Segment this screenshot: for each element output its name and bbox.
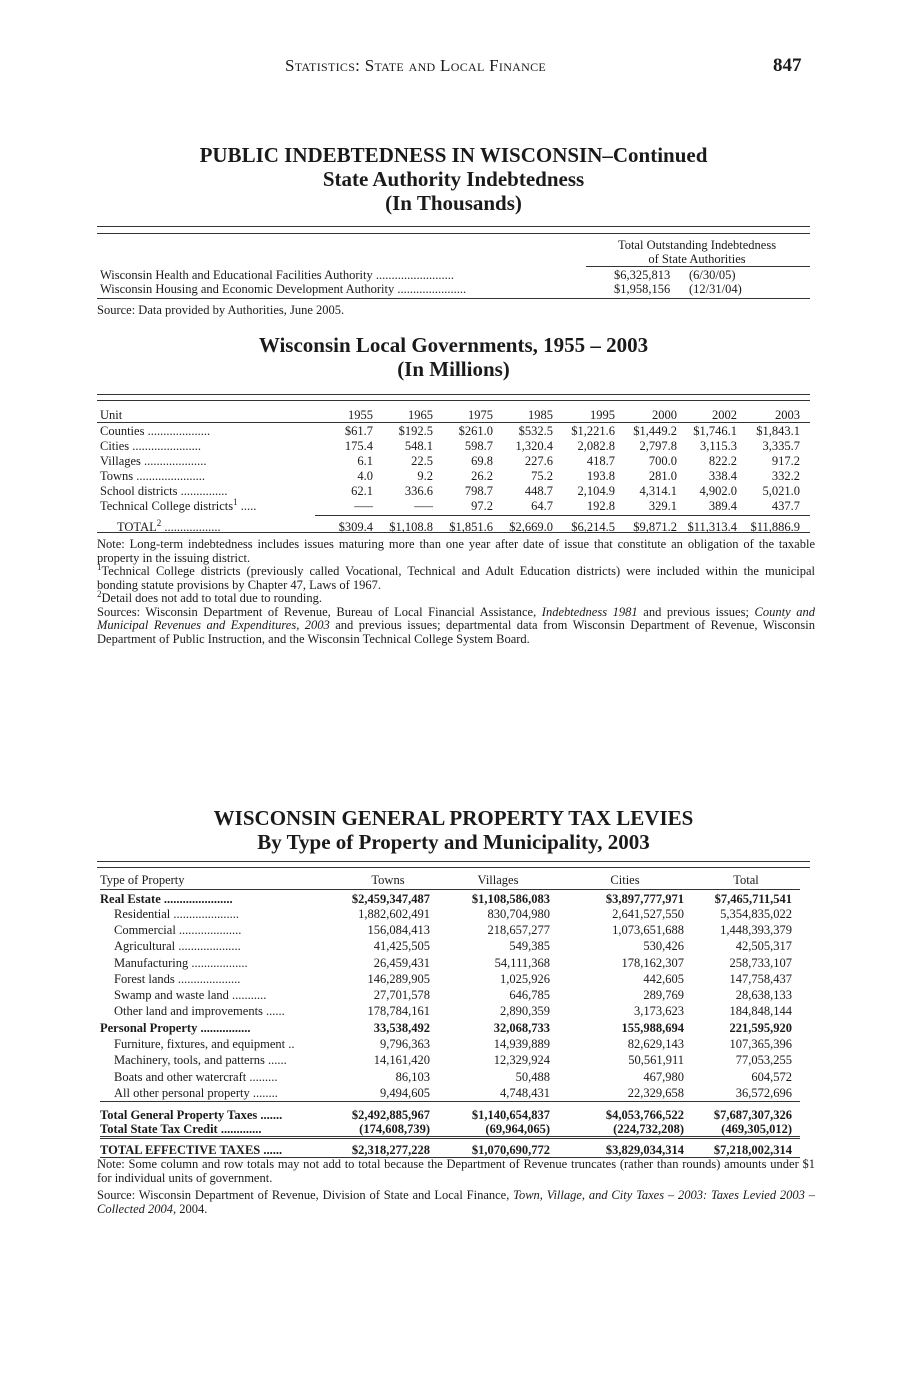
table-row	[100, 889, 800, 906]
column-header: 1985	[528, 407, 553, 422]
table-cell: 2,104.9	[577, 483, 615, 498]
table-cell: $261.0	[458, 423, 493, 438]
table-cell: $1,070,690,772	[471, 1143, 550, 1158]
table-cell: 1,320.4	[515, 438, 553, 453]
table-row	[100, 954, 800, 970]
row-label: Personal Property ................	[100, 1020, 251, 1035]
column-header: 2002	[712, 407, 737, 422]
row-label: Towns ......................	[100, 468, 206, 483]
table-cell: 448.7	[524, 483, 553, 498]
table-cell: 4,902.0	[699, 483, 737, 498]
rule	[315, 515, 810, 516]
column-header: 1955	[348, 407, 373, 422]
table-cell: $192.5	[398, 423, 433, 438]
authority-table	[100, 268, 810, 296]
table-cell: 3,115.3	[699, 438, 737, 453]
column-header: Towns	[371, 873, 405, 888]
section2-notes	[97, 538, 815, 646]
table-cell: 258,733,107	[729, 955, 792, 970]
row-label: Villages ....................	[100, 453, 207, 468]
table-cell: 530,426	[643, 939, 684, 954]
source: Source: Wisconsin Department of Revenue, Division of State and Local Finance, Town, Village, and City Taxes – 2003: Taxes Levied 2003 – Collected 2004, 2004.	[97, 1188, 815, 1216]
row-label: Commercial ....................	[114, 922, 242, 937]
table-cell: 178,784,161	[367, 1004, 430, 1019]
table-cell: 646,785	[509, 988, 550, 1003]
table-cell: 336.6	[404, 483, 433, 498]
row-label: Real Estate ......................	[100, 891, 233, 906]
table-cell: 389.4	[708, 498, 737, 513]
table-cell: 26.2	[471, 468, 493, 483]
table-cell: 227.6	[524, 453, 553, 468]
table-cell: $1,746.1	[693, 423, 737, 438]
table-cell: 830,704,980	[487, 906, 550, 921]
table-cell: 418.7	[586, 453, 615, 468]
table-cell: 86,103	[395, 1069, 430, 1084]
table-cell: $7,218,002,314	[713, 1143, 792, 1158]
table-cell: 332.2	[771, 468, 800, 483]
table-cell: 1,073,651,688	[612, 922, 684, 937]
row-label: Technical College districts$^1$ .....	[100, 498, 257, 513]
table-row	[100, 423, 800, 438]
section1-title: PUBLIC INDEBTEDNESS IN WISCONSIN–Continued	[199, 143, 708, 167]
table-cell: 107,365,396	[729, 1037, 792, 1052]
subtotal-row	[100, 1122, 800, 1138]
section1-unit-note: (In Thousands)	[385, 191, 522, 215]
table-cell: $1,449.2	[633, 423, 677, 438]
table-cell: 2,890,359	[500, 1004, 550, 1019]
table-cell: 42,505,317	[735, 939, 792, 954]
row-label: Forest lands ....................	[114, 971, 241, 986]
table-cell: 26,459,431	[373, 955, 430, 970]
tax-levies-table	[100, 872, 800, 1158]
table-cell: 28,638,133	[735, 988, 792, 1003]
table-cell: 146,289,905	[367, 971, 430, 986]
table-cell: $1,843.1	[756, 423, 800, 438]
section2-title: Wisconsin Local Governments, 1955 – 2003	[258, 333, 649, 357]
table-cell: 64.7	[531, 498, 553, 513]
table-row	[100, 1036, 800, 1052]
section3-notes	[97, 1158, 815, 1216]
running-title: Statistics: State and Local Finance	[285, 56, 547, 75]
table-cell: 54,111,368	[494, 955, 550, 970]
column-header: 1995	[590, 407, 615, 422]
row-label: Counties ....................	[100, 423, 211, 438]
tax-levies-table-grid	[100, 872, 800, 1158]
table-cell: 156,084,413	[367, 922, 430, 937]
row-label: Machinery, tools, and patterns ......	[114, 1053, 287, 1068]
table-row	[100, 453, 800, 468]
table-cell: (224,732,208)	[613, 1121, 684, 1136]
table-cell: 3,335.7	[762, 438, 800, 453]
table-cell: 50,488	[515, 1069, 550, 1084]
column-header: 2003	[775, 407, 800, 422]
table-cell: 4,748,431	[500, 1085, 550, 1100]
rule	[97, 861, 810, 862]
table-row	[100, 483, 800, 498]
table-cell: 822.2	[708, 453, 737, 468]
table-cell: 549,385	[509, 939, 550, 954]
table-cell: 221,595,920	[729, 1020, 792, 1035]
table-cell: $3,829,034,314	[605, 1143, 684, 1158]
table-cell: 218,657,277	[487, 922, 550, 937]
table-cell: $1,851.6	[449, 520, 493, 534]
rule	[97, 400, 810, 401]
column-header: 2000	[652, 407, 677, 422]
rule	[97, 233, 810, 234]
table-cell: $3,897,777,971	[605, 891, 684, 906]
table-cell: 2,641,527,550	[612, 906, 684, 921]
row-label: School districts ...............	[100, 483, 228, 498]
table-cell: 289,769	[643, 988, 684, 1003]
table-cell: –––	[414, 498, 433, 513]
table-cell: 14,939,889	[493, 1037, 550, 1052]
table-cell: 27,701,578	[373, 988, 430, 1003]
table-cell: $1,108,586,083	[471, 891, 550, 906]
row-label: Cities ......................	[100, 438, 202, 453]
table-cell: 82,629,143	[627, 1037, 684, 1052]
row-label: Manufacturing ..................	[114, 955, 248, 970]
table-cell: 598.7	[464, 438, 493, 453]
authority-row	[100, 282, 810, 296]
column-header: 1965	[408, 407, 433, 422]
table-cell: $1,140,654,837	[471, 1107, 550, 1122]
table-cell: 1,025,926	[500, 971, 550, 986]
column-header: Unit	[100, 407, 123, 422]
table-cell: 798.7	[464, 483, 493, 498]
table-cell: 9.2	[417, 468, 433, 483]
table-cell: 77,053,255	[735, 1053, 792, 1068]
table-cell: 917.2	[771, 453, 800, 468]
authority-date: (6/30/05)	[689, 268, 736, 282]
note: Note: Some column and row totals may not add to total because the Department of Revenue truncates (rather than rounds) amounts under $1 for individual units of government.	[97, 1157, 815, 1185]
row-label: Swamp and waste land ...........	[114, 988, 267, 1003]
table-cell: 604,572	[751, 1069, 792, 1084]
table-cell: 192.8	[586, 498, 615, 513]
table-cell: 147,758,437	[729, 971, 792, 986]
column-header: Cities	[610, 873, 640, 888]
table-cell: $61.7	[344, 423, 373, 438]
table-row	[100, 468, 800, 483]
column-header: Total	[733, 873, 759, 888]
footnote-2: $^2$Detail does not add to total due to rounding.	[97, 589, 322, 605]
table-cell: 22,329,658	[627, 1085, 684, 1100]
table-row	[100, 1085, 800, 1101]
table-cell: 178,162,307	[621, 955, 684, 970]
page-number: 847	[773, 55, 802, 76]
table-cell: 5,354,835,022	[720, 906, 792, 921]
table-cell: 1,882,602,491	[358, 906, 430, 921]
table-cell: 329.1	[648, 498, 677, 513]
table-row	[100, 498, 800, 513]
table-cell: 5,021.0	[762, 483, 800, 498]
table-row	[100, 906, 800, 922]
rule	[97, 532, 810, 533]
rule	[97, 298, 810, 299]
table-cell: 4,314.1	[639, 483, 677, 498]
note: Note: Long-term indebtedness includes issues maturing more than one year after date of issue that constitute an obligation of the taxable property in the issuing district.	[97, 537, 815, 565]
table-cell: 700.0	[648, 453, 677, 468]
rule	[97, 422, 810, 423]
table-row	[100, 1003, 800, 1019]
row-label: Total General Property Taxes .......	[100, 1107, 283, 1122]
table-cell: 41,425,505	[373, 939, 430, 954]
table-row	[100, 1052, 800, 1068]
authority-date: (12/31/04)	[689, 282, 742, 296]
rule	[586, 266, 810, 267]
section3-subtitle: By Type of Property and Municipality, 2003	[257, 830, 650, 854]
authority-name: Wisconsin Health and Educational Facilities Authority .........................	[100, 268, 454, 282]
table-cell: $2,459,347,487	[351, 891, 430, 906]
table-cell: 36,572,696	[735, 1085, 792, 1100]
table-cell: $309.4	[338, 520, 373, 534]
table-cell: 338.4	[708, 468, 737, 483]
table-cell: $9,871.2	[633, 520, 677, 534]
row-label: Residential .....................	[114, 906, 239, 921]
column-header: Villages	[477, 873, 519, 888]
table-cell: $2,669.0	[509, 520, 553, 534]
table-cell: $6,214.5	[571, 520, 615, 534]
rule	[97, 867, 810, 868]
table-cell: 2,082.8	[577, 438, 615, 453]
table-cell: (174,608,739)	[359, 1121, 430, 1136]
table-cell: 33,538,492	[373, 1020, 430, 1035]
authority-name: Wisconsin Housing and Economic Development Authority ......................	[100, 282, 467, 296]
table-cell: 437.7	[771, 498, 800, 513]
table-cell: 193.8	[586, 468, 615, 483]
table-cell: $2,318,277,228	[351, 1143, 430, 1158]
table-cell: 75.2	[531, 468, 553, 483]
table-cell: 467,980	[643, 1069, 684, 1084]
table-row	[100, 1020, 800, 1036]
row-label: TOTAL$^2$ ..................	[117, 518, 221, 534]
table-cell: $7,687,307,326	[713, 1107, 792, 1122]
table-cell: 6.1	[357, 453, 373, 468]
row-label: Total State Tax Credit .............	[100, 1121, 262, 1136]
table-cell: 97.2	[471, 498, 493, 513]
table-cell: 184,848,144	[729, 1004, 792, 1019]
table-cell: 155,988,694	[621, 1020, 684, 1035]
table-cell: 50,561,911	[628, 1053, 684, 1068]
table-cell: $11,313.4	[687, 520, 737, 534]
authority-row	[100, 268, 810, 282]
table-row	[100, 971, 800, 987]
row-label: All other personal property ........	[114, 1085, 278, 1100]
table-cell: 281.0	[648, 468, 677, 483]
rule	[97, 226, 810, 227]
table-header-row	[100, 872, 800, 889]
table-cell: 9,796,363	[380, 1037, 430, 1052]
table-cell: (69,964,065)	[485, 1121, 550, 1136]
section3-title: WISCONSIN GENERAL PROPERTY TAX LEVIES	[213, 806, 694, 830]
table-cell: 3,173,623	[634, 1004, 684, 1019]
table-cell: $1,221.6	[571, 423, 615, 438]
table-cell: 2,797.8	[639, 438, 677, 453]
table-cell: $4,053,766,522	[605, 1107, 684, 1122]
table-cell: $11,886.9	[750, 520, 800, 534]
table-cell: 69.8	[471, 453, 493, 468]
table-row	[100, 922, 800, 938]
authority-amount: $1,958,156	[614, 282, 671, 296]
row-label: Furniture, fixtures, and equipment ..	[114, 1037, 295, 1052]
table-cell: $2,492,885,967	[351, 1107, 430, 1122]
table-row	[100, 938, 800, 954]
footnote-1: $^1$Technical College districts (previously called Vocational, Technical and Adult Education districts) were included within the municipal bonding statute provisions by Chapter 47, Laws of 1967.	[97, 562, 815, 592]
table-cell: 9,494,605	[380, 1085, 430, 1100]
grand-total-row	[100, 1138, 800, 1158]
section2-unit-note: (In Millions)	[397, 357, 510, 381]
rule	[97, 394, 810, 395]
table-cell: 12,329,924	[493, 1053, 550, 1068]
row-label: Agricultural ....................	[114, 939, 241, 954]
table-row	[100, 987, 800, 1003]
column-header: Type of Property	[100, 873, 185, 888]
table-cell: 175.4	[344, 438, 373, 453]
row-label: TOTAL EFFECTIVE TAXES ......	[100, 1143, 283, 1158]
table-cell: 4.0	[357, 468, 373, 483]
table-cell: 22.5	[411, 453, 433, 468]
table-cell: 548.1	[404, 438, 433, 453]
table-cell: $532.5	[518, 423, 553, 438]
authority-amount: $6,325,813	[614, 268, 671, 282]
subtotal-row	[100, 1101, 800, 1122]
table-cell: 62.1	[351, 483, 373, 498]
table-cell: 1,448,393,379	[720, 922, 792, 937]
table-cell: 442,605	[643, 971, 684, 986]
table-header-row	[100, 406, 800, 423]
section1-subtitle: State Authority Indebtedness	[322, 167, 585, 191]
table-row	[100, 1068, 800, 1084]
row-label: Boats and other watercraft .........	[114, 1069, 278, 1084]
table-cell: (469,305,012)	[721, 1121, 792, 1136]
table-row	[100, 438, 800, 453]
column-header: 1975	[468, 407, 493, 422]
table-cell: –––	[354, 498, 373, 513]
section1-source: Source: Data provided by Authorities, June 2005.	[97, 303, 345, 317]
table-cell: 14,161,420	[373, 1053, 430, 1068]
table-cell: $1,108.8	[389, 520, 433, 534]
table-cell: $7,465,711,541	[714, 891, 792, 906]
authority-column-header: Total Outstanding Indebtedness of State Authorities	[617, 238, 777, 266]
sources: Sources: Wisconsin Department of Revenue, Bureau of Local Financial Assistance, Indebtedness 1981 and previous issues; County and Municipal Revenues and Expenditures, 2003 and previous issues; departmental data from Wisconsin Department of Revenue, Wisconsin Department of Public Instruction, and the Wisconsin Technical College System Board.	[97, 604, 815, 646]
row-label: Other land and improvements ......	[114, 1004, 285, 1019]
table-cell: 32,068,733	[493, 1020, 550, 1035]
